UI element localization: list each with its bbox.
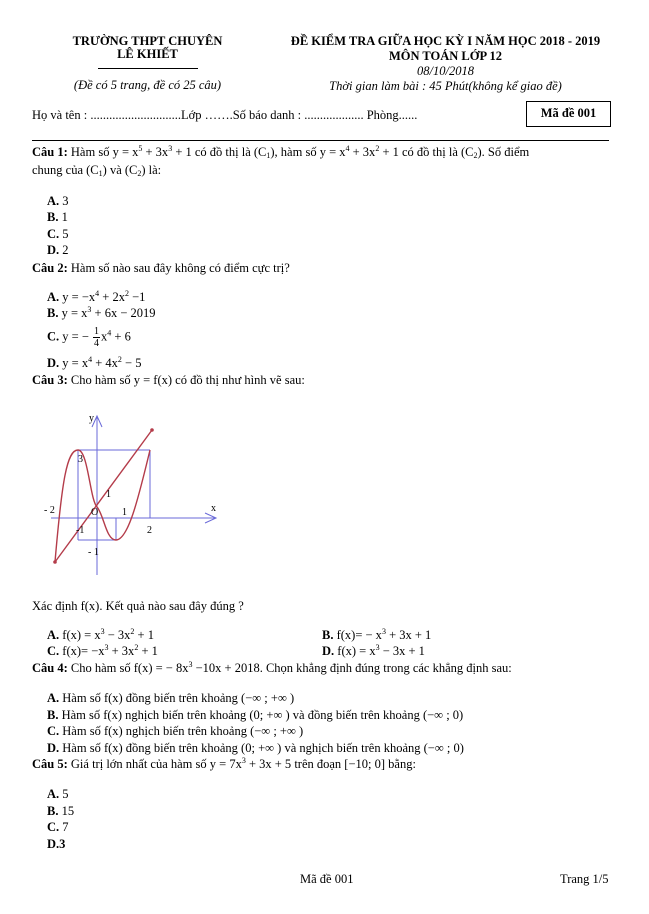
origin-label: O	[91, 507, 99, 518]
q4-option-d: D. Hàm số f(x) đồng biến trên khoảng (0; +∞ ) và nghịch biến trên khoảng (−∞ ; 0)	[47, 741, 464, 755]
q5-option-a: A. 5	[47, 787, 69, 801]
axis-x-label: x	[211, 503, 216, 514]
q3-option-c: C. $f(x)= -x^3 + 3x^2 + 1$	[47, 643, 158, 658]
q5-label: Câu 5:	[32, 757, 68, 771]
q3-option-a: A. $f(x) = x^3 - 3x^2 + 1$	[47, 627, 154, 642]
q1-option-c: C. 5	[47, 227, 69, 241]
q3-prompt: Xác định f(x). Kết quả nào sau đây đúng ?	[32, 599, 244, 613]
tick-label-3: 3	[78, 454, 83, 465]
footer-page-number: Trang 1/5	[560, 872, 609, 886]
q5-stem: Câu 5: Giá trị lớn nhất của hàm số $y = 7x^3 + 3x + 5$ trên đoạn [−10; 0] bằng:	[32, 756, 416, 771]
tick-label-m2: - 2	[44, 505, 55, 516]
q1-option-a: A. 3	[47, 194, 69, 208]
exam-subject: MÔN TOÁN LỚP 12	[388, 49, 503, 63]
q1-stem-line1: Câu 1: Hàm số $y = x^5 + 3x^3 + 1$ có đồ thị là $(C_1)$, hàm số $y = x^4 + 3x^2 + 1$ có đồ thị là $(C_2)$. Số điểm	[32, 144, 530, 160]
q3-option-b: B. $f(x)= - x^3 + 3x + 1$	[322, 627, 432, 642]
q2-option-b: B. $y = x^3 + 6x - 2019$	[47, 305, 156, 320]
exam-title: ĐỀ KIỂM TRA GIỮA HỌC KỲ I NĂM HỌC 2018 - 2019	[290, 34, 601, 48]
q4-stem: Câu 4: Cho hàm số f(x) = − $8x^3 -10x + 2018$. Chọn khẳng định đúng trong các khẳng định sau:	[32, 660, 512, 675]
q2-stem: Câu 2: Hàm số nào sau đây không có điểm cực trị?	[32, 261, 290, 275]
candidate-info-line: Họ và tên : .............................Lớp …….Số báo danh : ................... Phòng......	[32, 108, 418, 122]
tick-label-m1-y: - 1	[88, 547, 99, 558]
q2-option-c: C. y = − $\frac{1}{4}$ $x^4 + 6$	[47, 326, 131, 349]
q3-option-d: D. $f(x) = x^3 - 3x + 1$	[322, 643, 425, 658]
q3-stem: Câu 3: Cho hàm số y = f(x) có đồ thị như hình vẽ sau:	[32, 373, 305, 387]
header-rule	[32, 140, 609, 141]
exam-date: 08/10/2018	[417, 64, 474, 78]
function-curve	[55, 450, 150, 562]
q3-label: Câu 3:	[32, 373, 68, 387]
q4-option-a: A. Hàm số f(x) đồng biến trên khoảng (−∞ ; +∞ )	[47, 691, 295, 705]
q4-option-b: B. Hàm số f(x) nghịch biến trên khoảng (0; +∞ ) và đồng biến trên khoảng (−∞ ; 0)	[47, 708, 464, 722]
tick-label-m1-x: -1	[76, 525, 85, 536]
q2-option-d: D. $y = x^4 + 4x^2 - 5$	[47, 355, 142, 370]
pages-note: (Đề có 5 trang, đề có 25 câu)	[73, 78, 222, 92]
q1-label: Câu 1:	[32, 145, 68, 159]
tick-label-2: 2	[147, 525, 152, 536]
endpoint-left	[53, 560, 57, 564]
exam-time: Thời gian làm bài : 45 Phút(không kể giao đề)	[329, 79, 562, 93]
exam-code: Mã đề 001	[540, 106, 597, 120]
q3-graph	[40, 400, 230, 580]
q1-option-b: B. 1	[47, 210, 68, 224]
axis-y-label: y	[89, 413, 94, 424]
q4-option-c: C. Hàm số f(x) nghịch biến trên khoảng (−∞ ; +∞ )	[47, 724, 304, 738]
tick-label-1-y: 1	[106, 489, 111, 500]
q1-option-d: D. 2	[47, 243, 69, 257]
footer-exam-code: Mã đề 001	[300, 872, 354, 886]
q1-stem-line2: chung của $(C_1)$ và $(C_2)$ là:	[32, 163, 162, 178]
header-divider-left	[98, 68, 198, 69]
q2-option-a: A. $y = -x^4 + 2x^2 -1$	[47, 289, 146, 304]
q4-label: Câu 4:	[32, 661, 68, 675]
school-name-line1: TRƯỜNG THPT CHUYÊN	[72, 34, 223, 48]
q2-label: Câu 2:	[32, 261, 68, 275]
school-name-line2: LÊ KHIẾT	[117, 47, 178, 61]
tick-label-1-x: 1	[122, 507, 127, 518]
q5-option-d: D.3	[47, 837, 66, 851]
endpoint-right	[150, 428, 154, 432]
q5-option-c: C. 7	[47, 820, 69, 834]
q5-option-b: B. 15	[47, 804, 75, 818]
